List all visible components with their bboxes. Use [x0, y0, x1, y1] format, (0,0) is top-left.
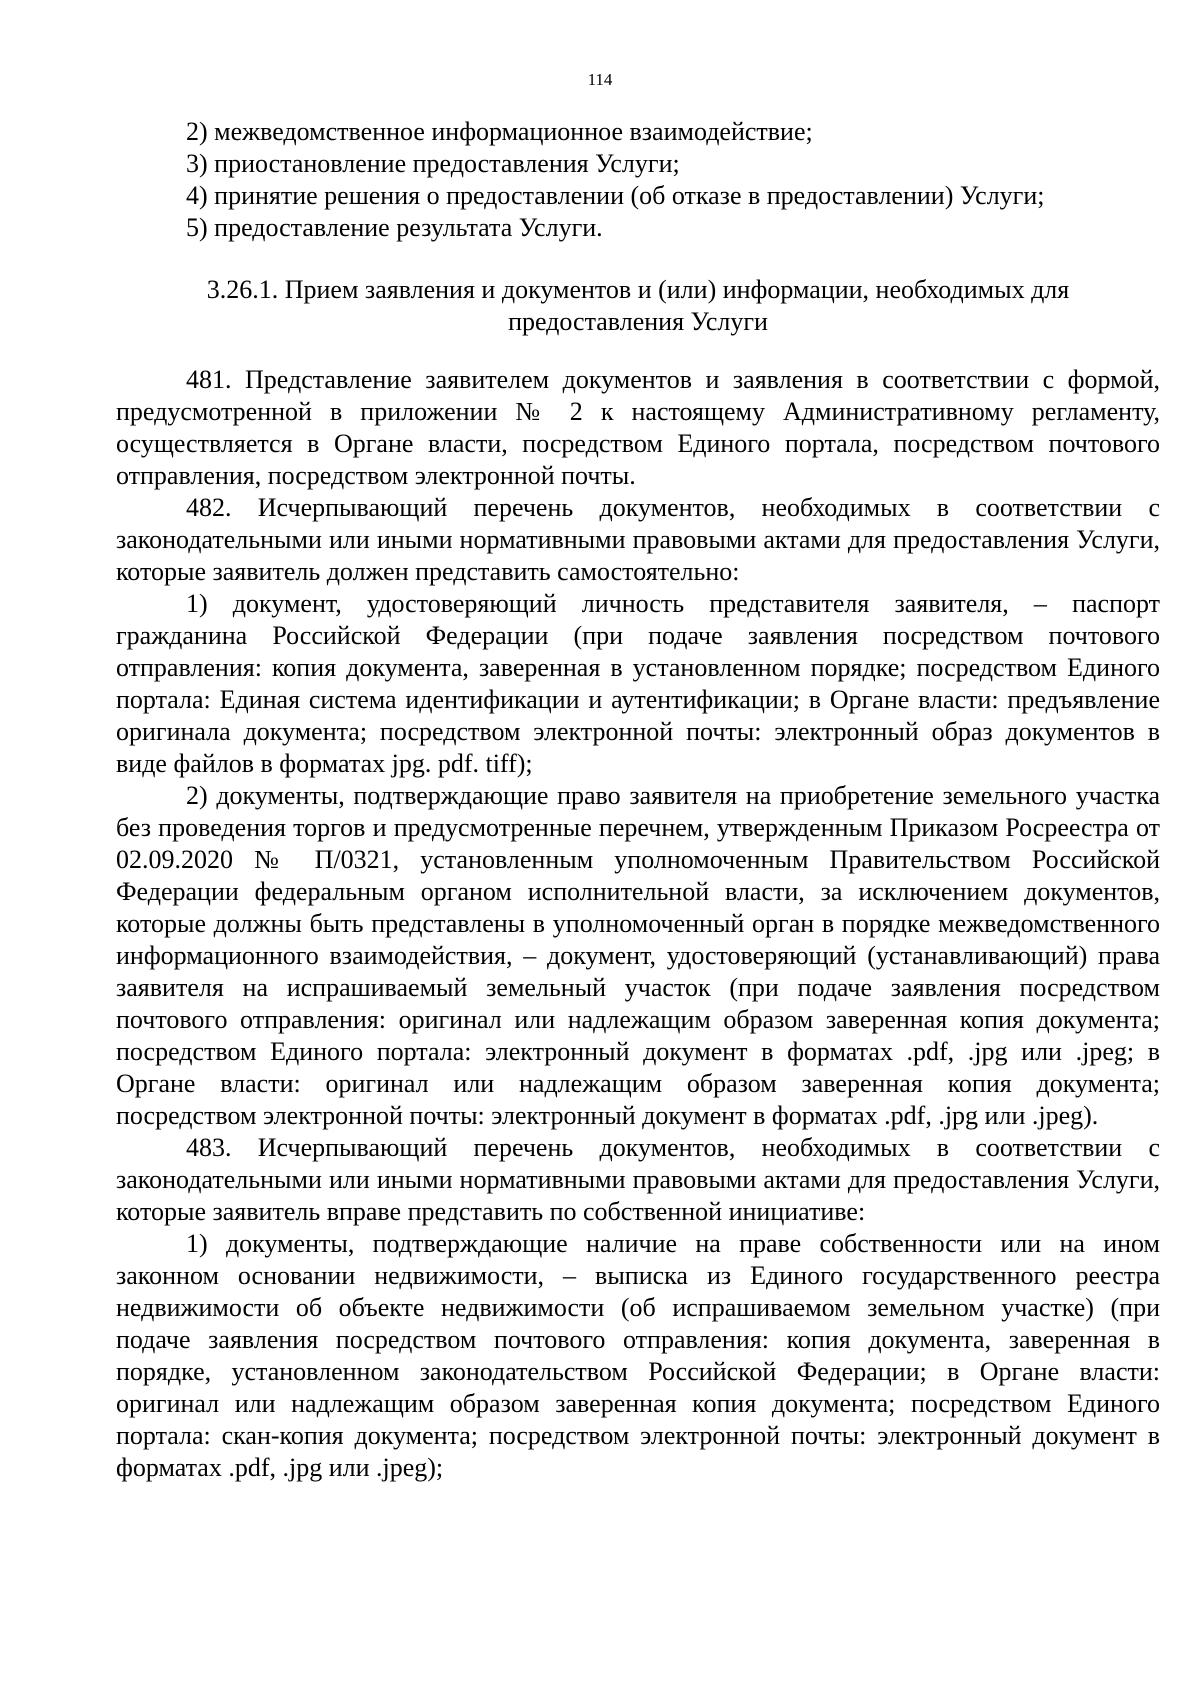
paragraph-482-item-1: 1) документ, удостоверяющий личность представителя заявителя, – паспорт гражданина Российской Федерации (при подаче заявления посредством почтового отправления: копия документа, заверенная в установленном порядке; посредством Единого портала: Единая система идентификации и аутентификации; в Органе власти: предъявление оригинала документа; посредством электронной почты: электронный образ документов в виде файлов в форматах jpg. pdf. tiff);	[116, 589, 1160, 778]
list-item: 3) приостановление предоставления Услуги;	[186, 149, 680, 178]
paragraph-483-item-1: 1) документы, подтверждающие наличие на праве собственности или на ином законном основании недвижимости, – выписка из Единого государственного реестра недвижимости об объекте недвижимости (об испрашиваемом земельном участке) (при подаче заявления посредством почтового отправления: копия документа, заверенная в порядке, установленном законодательством Российской Федерации; в Органе власти: оригинал или надлежащим образом заверенная копия документа; посредством Единого портала: скан-копия документа; посредством электронной почты: электронный документ в форматах .pdf, .jpg или .jpeg);	[116, 1229, 1160, 1482]
page-number: 114	[587, 70, 613, 89]
list-item: 2) межведомственное информационное взаимодействие;	[186, 117, 813, 146]
list-item: 4) принятие решения о предоставлении (об отказе в предоставлении) Услуги;	[186, 181, 1045, 210]
page-content	[116, 116, 1160, 1484]
list-item: 5) предоставление результата Услуги.	[186, 213, 603, 242]
paragraph-482: 482. Исчерпывающий перечень документов, необходимых в соответствии с законодательными или иными нормативными правовыми актами для предоставления Услуги, которые заявитель должен представить самостоятельно:	[116, 493, 1160, 586]
paragraph-481: 481. Представление заявителем документов и заявления в соответствии с формой, предусмотренной в приложении № 2 к настоящему Административному регламенту, осуществляется в Органе власти, посредством Единого портала, посредством почтового отправления, посредством электронной почты.	[116, 365, 1160, 490]
section-heading: 3.26.1. Прием заявления и документов и (или) информации, необходимых для предоставления Услуги	[206, 275, 1070, 336]
paragraph-482-item-2: 2) документы, подтверждающие право заявителя на приобретение земельного участка без проведения торгов и предусмотренные перечнем, утвержденным Приказом Росреестра от 02.09.2020 № П/0321, установленным уполномоченным Правительством Российской Федерации федеральным органом исполнительной власти, за исключением документов, которые должны быть представлены в уполномоченный орган в порядке межведомственного информационного взаимодействия, – документ, удостоверяющий (устанавливающий) права заявителя на испрашиваемый земельный участок (при подаче заявления посредством почтового отправления: оригинал или надлежащим образом заверенная копия документа; посредством Единого портала: электронный документ в форматах .pdf, .jpg или .jpeg; в Органе власти: оригинал или надлежащим образом заверенная копия документа; посредством электронной почты: электронный документ в форматах .pdf, .jpg или .jpeg).	[116, 781, 1160, 1130]
paragraph-483: 483. Исчерпывающий перечень документов, необходимых в соответствии с законодательными или иными нормативными правовыми актами для предоставления Услуги, которые заявитель вправе представить по собственной инициативе:	[116, 1133, 1160, 1226]
